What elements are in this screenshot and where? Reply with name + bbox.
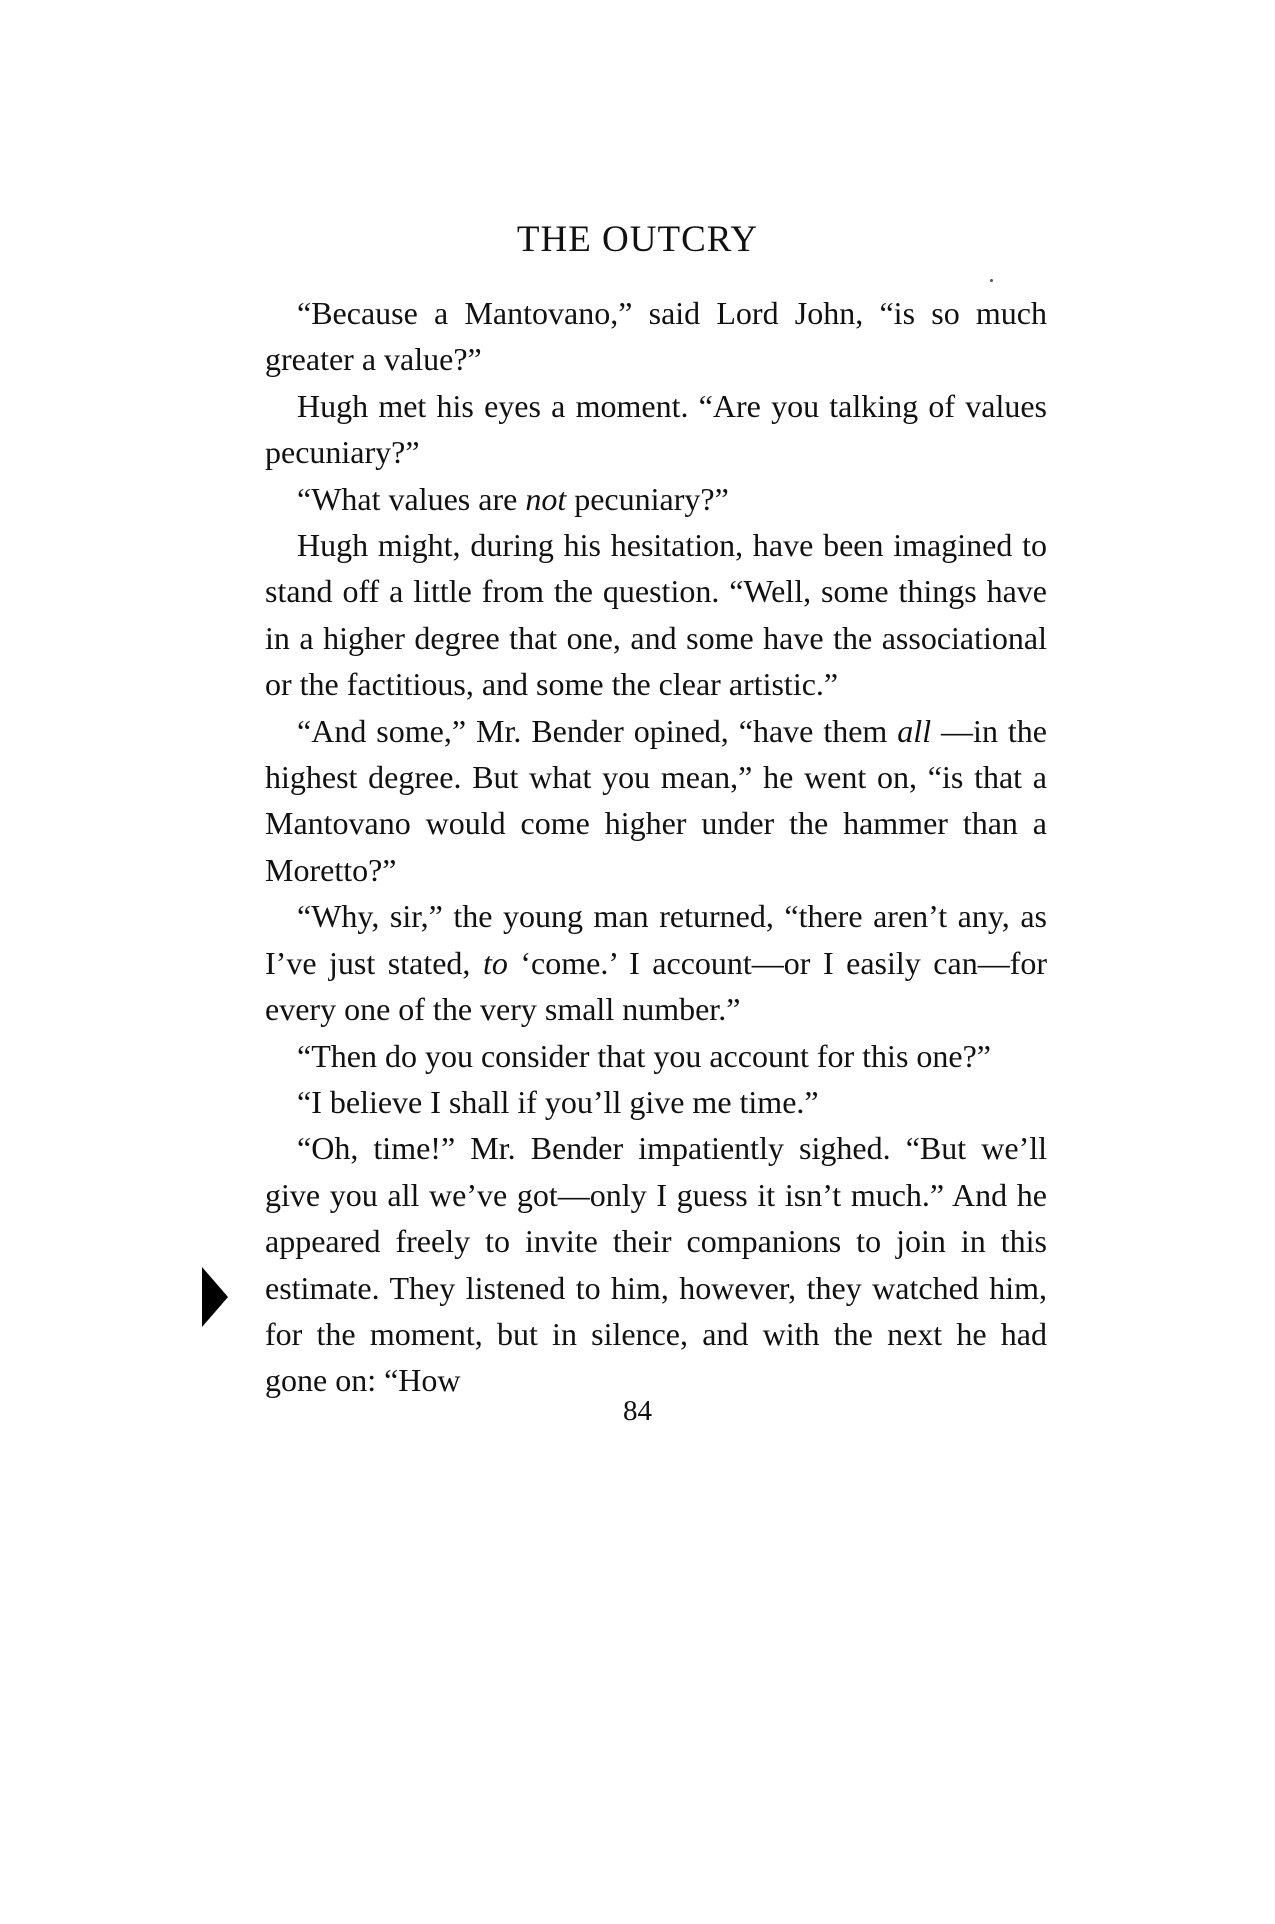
italic-text: not	[525, 480, 567, 517]
margin-mark	[202, 1267, 228, 1327]
text-run: “Because a Mantovano,” said Lord John, “is so much greater a value?”	[265, 295, 1047, 378]
italic-text: all	[897, 712, 932, 749]
paragraph	[265, 708, 1047, 894]
running-head: THE OUTCRY	[516, 219, 759, 260]
text-run: Hugh met his eyes a moment. “Are you talking of values pecuniary?”	[265, 387, 1047, 471]
paragraph	[265, 893, 1047, 1032]
paragraph	[265, 522, 1047, 708]
text-run: Hugh might, during his hesitation, have been imagined to stand off a little from the question. “Well, some things have in a higher degree that one, and some have the associational or the factitious, and some the clear artistic.”	[265, 527, 1047, 703]
body-text	[265, 290, 1047, 1404]
paragraph	[265, 1033, 1047, 1079]
speck	[990, 279, 993, 282]
text-run: pecuniary?”	[566, 480, 729, 517]
text-run: “And some,” Mr. Bender opined, “have them	[297, 712, 898, 749]
paragraph	[265, 290, 1047, 383]
paragraph	[265, 1079, 1047, 1125]
text-run: “Then do you consider that you account for this one?”	[297, 1037, 991, 1074]
paragraph	[265, 383, 1047, 476]
text-run: ‘come.’ I account—or I easily can—for every one of the very small number.”	[265, 944, 1048, 1028]
page-number: 84	[623, 1395, 652, 1427]
italic-text: to	[482, 944, 508, 981]
text-run: “I believe I shall if you’ll give me time.”	[297, 1083, 819, 1120]
text-run: “Why, sir,” the young man returned, “there aren’t any, as I’ve just stated,	[265, 898, 1047, 981]
paragraph	[265, 476, 1047, 522]
text-run: “What values are	[297, 480, 526, 517]
text-run: —in the highest degree. But what you mean,” he went on, “is that a Mantovano would come higher under the hammer than a Moretto?”	[265, 712, 1048, 888]
text-run: “Oh, time!” Mr. Bender impatiently sighed. “But we’ll give you all we’ve got—only I guess it isn’t much.” And he appeared freely to invite their companions to join in this estimate. They listened to him, however, they watched him, for the moment, but in silence, and with the next he had gone on: “How	[265, 1130, 1047, 1399]
paragraph	[265, 1125, 1047, 1403]
